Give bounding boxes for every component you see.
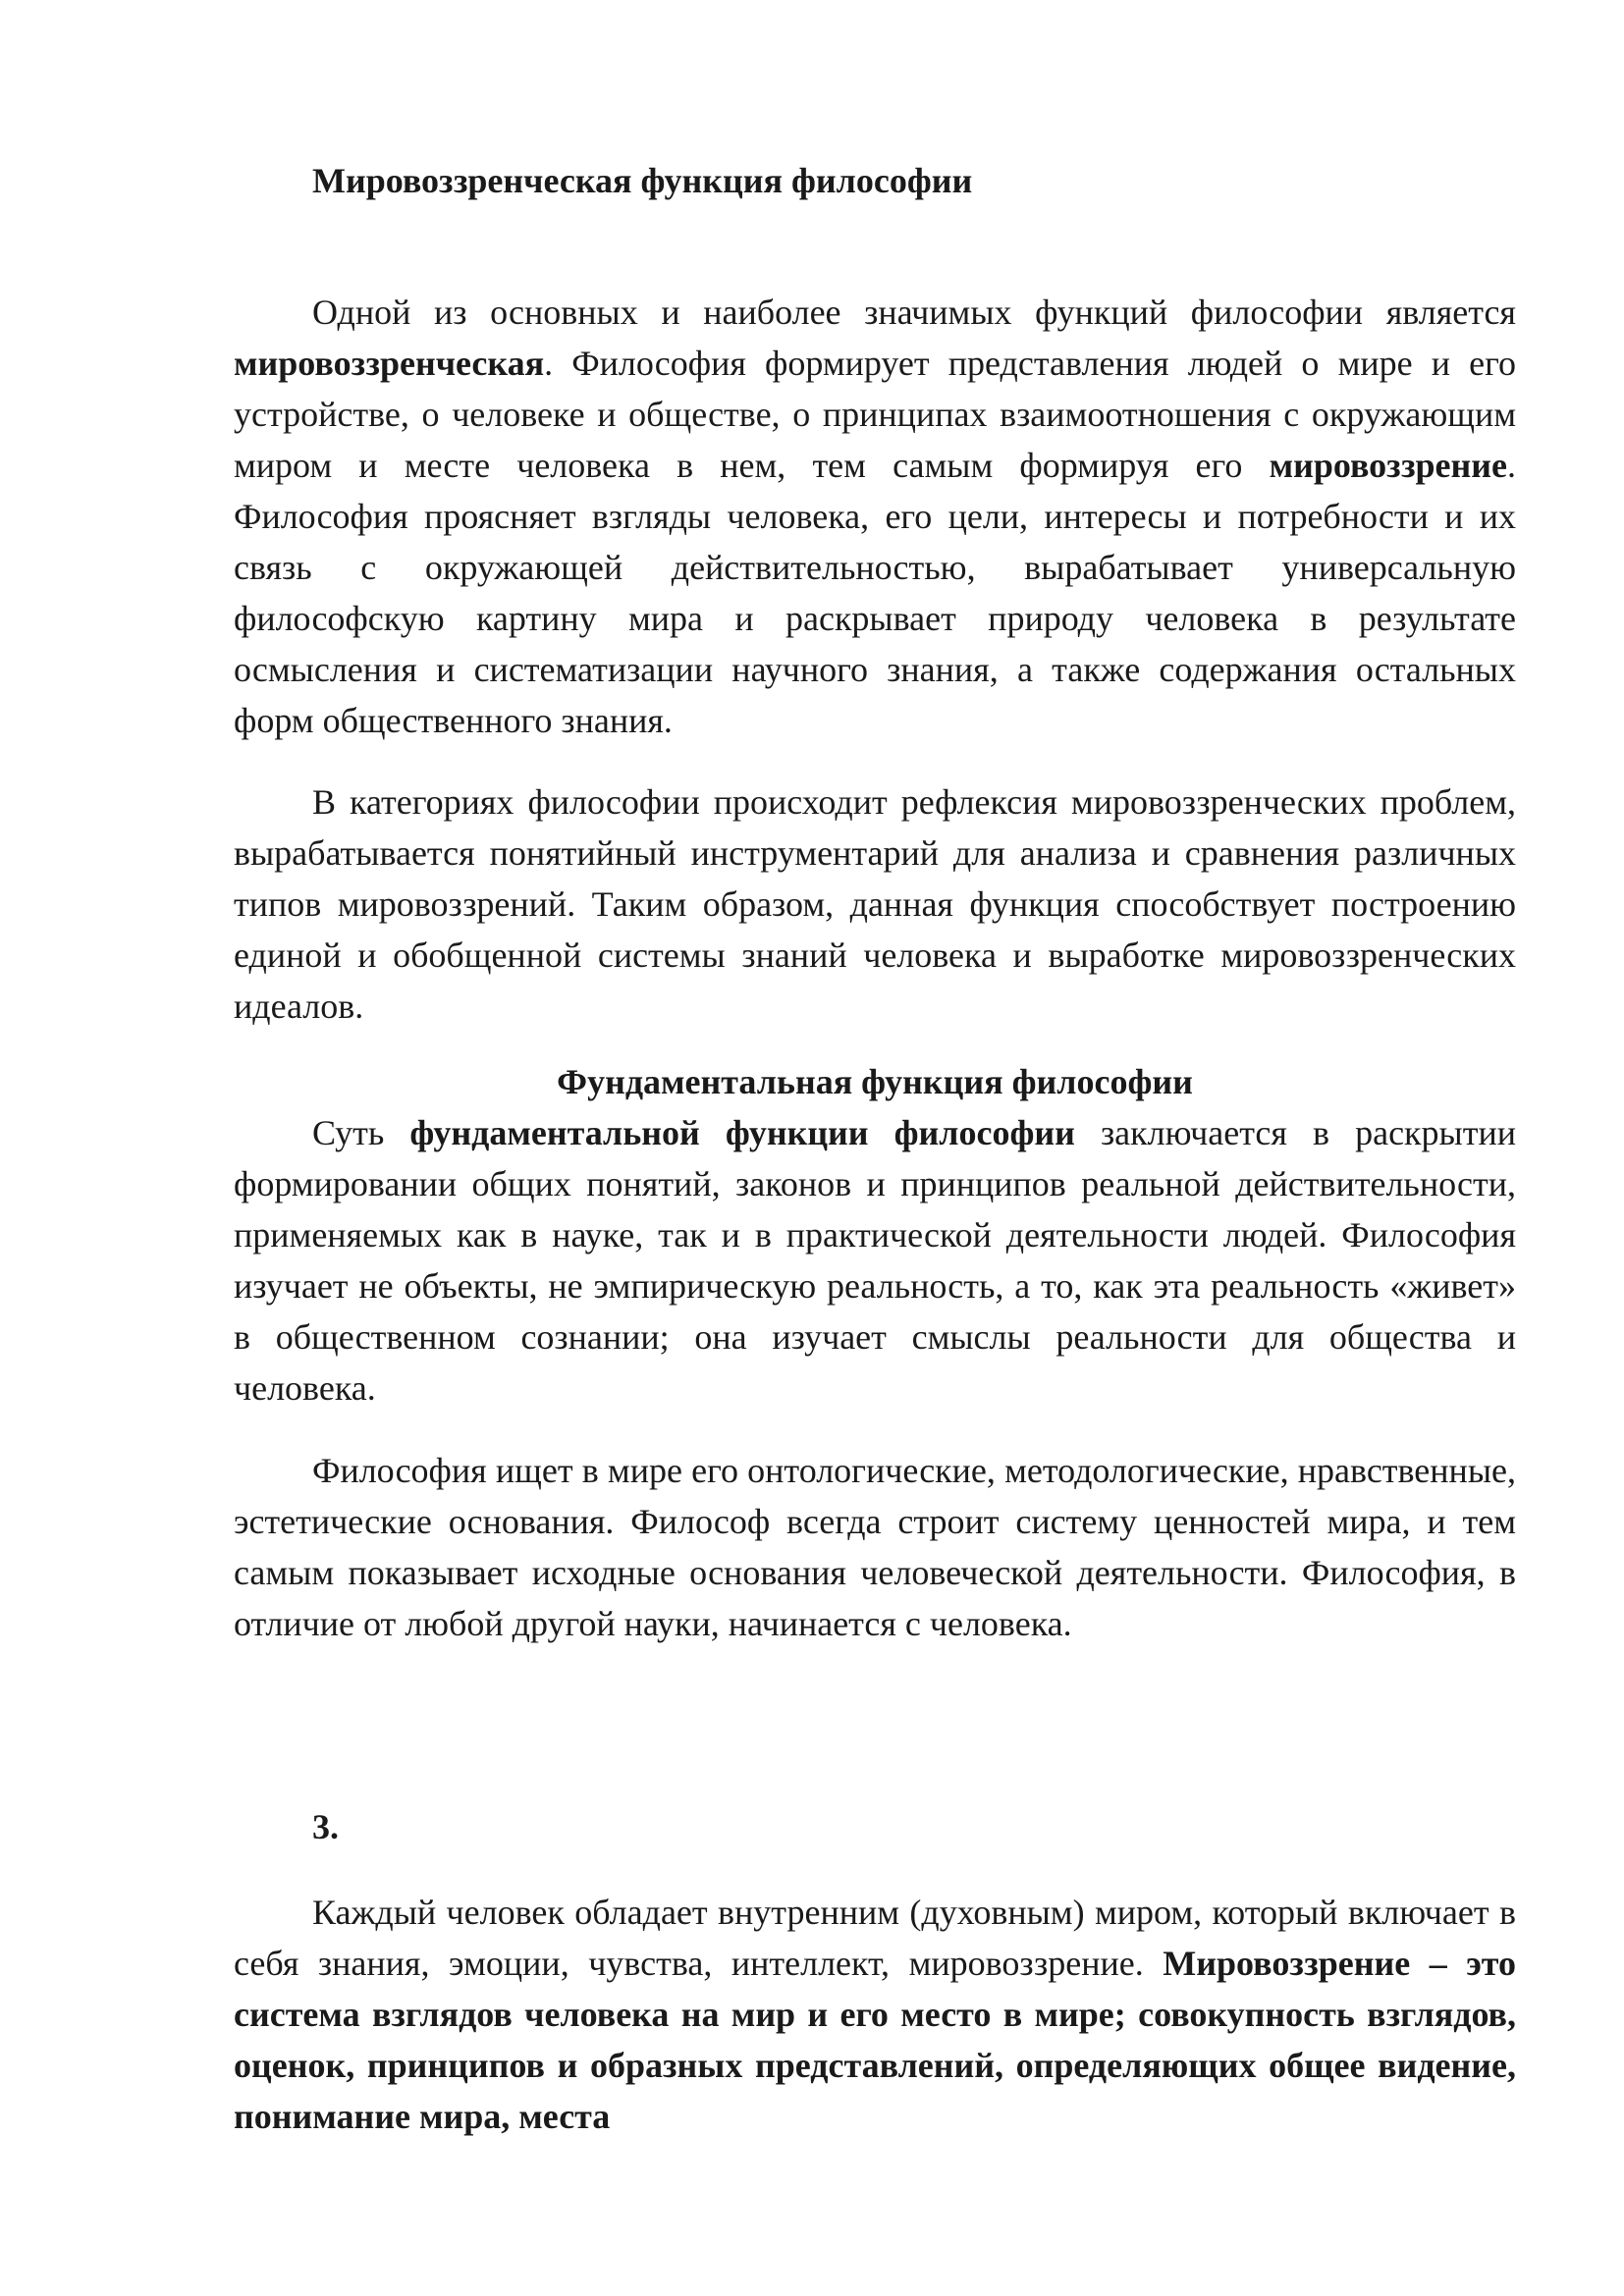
text-run: . Философия формирует представления людей о мире и его устройстве, о человеке и обществе, о принципах взаимоотношения с окружающим миром и месте человека в нем, тем самым формируя его [234, 344, 1516, 485]
paragraph-section-3 [234, 1887, 1516, 2142]
bold-definition-worldview: Мировоззрение – это система взглядов человека на мир и его место в мире; совокупность взглядов, оценок, принципов и образных представлений, определяющих общее видение, понимание мира, места [234, 1944, 1516, 2136]
heading-fundamental-function: Фундаментальная функция философии [557, 1062, 1193, 1101]
paragraph-worldview-2: В категориях философии происходит рефлексия мировоззренческих проблем, вырабатывается понятийный инструментарий для анализа и сравнения различных типов мировоззрений. Таким образом, данная функция способствует построению единой и обобщенной системы знаний человека и выработке мировоззренческих идеалов. [234, 782, 1516, 1026]
text-run: Суть [312, 1113, 410, 1152]
text-run: Каждый человек обладает внутренним (духовным) миром, который включает в себя знания, эмоции, чувства, интеллект, мировоззрение. [234, 1893, 1516, 1983]
text-run: . Философия проясняет взгляды человека, его цели, интересы и потребности и их связь с окружающей действительностью, вырабатывает универсальную философскую картину мира и раскрывает природу человека в результате осмысления и систематизации научного знания, а также содержания остальных форм общественного знания. [234, 446, 1516, 740]
text-run: Одной из основных и наиболее значимых функций философии является [312, 293, 1516, 332]
paragraph-worldview-1 [234, 287, 1516, 746]
bold-term-worldview: мировоззрение [1269, 446, 1507, 485]
heading-worldview-function: Мировоззренческая функция философии [312, 161, 973, 200]
bold-term-worldview-function: мировоззренческая [234, 344, 545, 383]
bold-term-fundamental-function: фундаментальной функции философии [409, 1113, 1075, 1152]
paragraph-fundamental-2: Философия ищет в мире его онтологические, методологические, нравственные, эстетические основания. Философ всегда строит систему ценностей мира, и тем самым показывает исходные основания человеческой деятельности. Философия, в отличие от любой другой науки, начинается с человека. [234, 1451, 1516, 1643]
text-run: заключается в раскрытии формировании общих понятий, законов и принципов реальной действительности, применяемых как в науке, так и в практической деятельности людей. Философия изучает не объекты, не эмпирическую реальность, а то, как эта реальность «живет» в общественном сознании; она изучает смыслы реальности для общества и человека. [234, 1113, 1516, 1408]
paragraph-fundamental-1 [234, 1107, 1516, 1414]
section-number-3: 3. [312, 1807, 339, 1846]
